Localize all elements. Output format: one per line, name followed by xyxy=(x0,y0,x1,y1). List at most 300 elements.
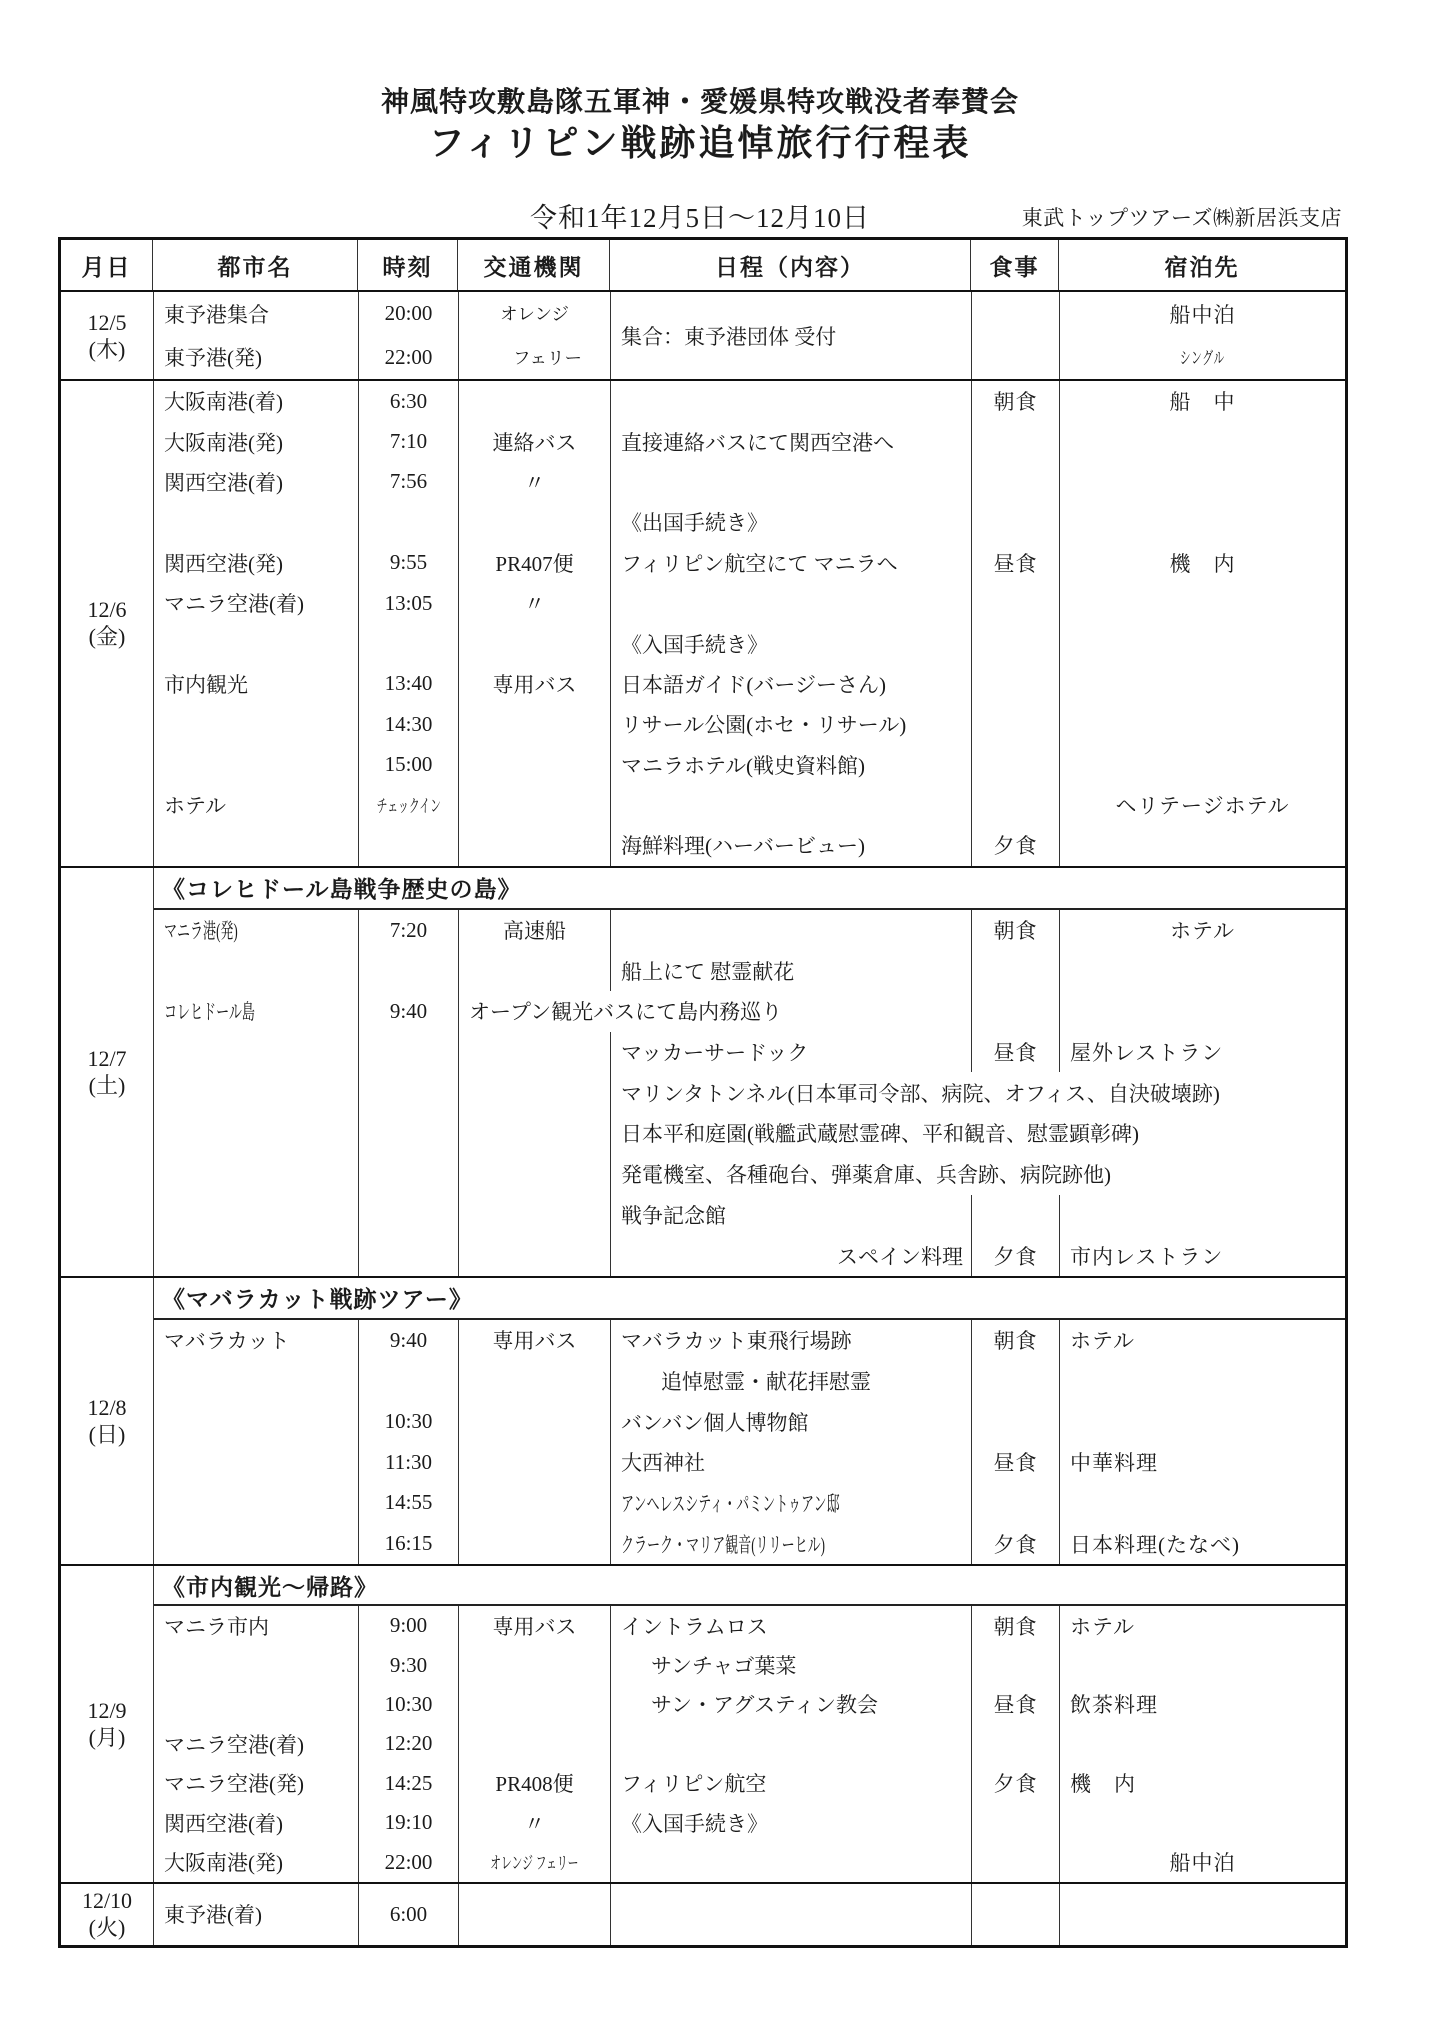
cell-content xyxy=(611,1235,972,1276)
date-label: 12/5 xyxy=(87,309,127,335)
cell-city xyxy=(154,1235,359,1276)
cell-time xyxy=(359,664,459,704)
travel-dates: 令和1年12月5日～12月10日 xyxy=(530,203,870,233)
cell-time xyxy=(359,1724,459,1763)
cell-city xyxy=(154,1401,359,1442)
cell-time xyxy=(359,583,459,623)
cell-content xyxy=(611,502,972,542)
cell-meal xyxy=(972,1523,1060,1564)
cell-text: 船 中 xyxy=(1169,390,1236,415)
cell-stay xyxy=(1060,381,1345,421)
cell-text: 9:55 xyxy=(389,550,428,575)
cell-content xyxy=(611,381,972,421)
cell-meal xyxy=(972,1195,1060,1236)
cell-city xyxy=(154,292,359,336)
cell-text: 船中泊 xyxy=(1169,1851,1236,1876)
column-header-city: 都市名 xyxy=(153,240,358,290)
cell-city xyxy=(154,704,359,744)
cell-time xyxy=(359,991,459,1032)
cell-transport xyxy=(459,1320,611,1361)
section-title: 《市内観光～帰路》 xyxy=(154,1566,1345,1606)
cell-text: 朝食 xyxy=(993,1329,1038,1354)
cell-transport xyxy=(459,462,611,502)
cell-city xyxy=(154,1523,359,1564)
cell-text: 関西空港(発) xyxy=(164,551,283,576)
cell-text: マニラ空港(発) xyxy=(164,1772,304,1797)
cell-text: 11:30 xyxy=(384,1449,433,1474)
day-block-12-6 xyxy=(61,379,1345,866)
cell-text: 20:00 xyxy=(384,301,433,326)
cell-text: 大西神社 xyxy=(621,1451,705,1476)
cell-content xyxy=(611,1442,972,1483)
cell-time xyxy=(359,1320,459,1361)
cell-text: 昼食 xyxy=(993,1451,1038,1476)
cell-text: 集合：東予港団体 受付 xyxy=(621,324,837,349)
day-lines xyxy=(154,910,1345,1276)
cell-text: 《入国手続き》 xyxy=(621,1811,768,1836)
cell-text: ホテル xyxy=(1070,1614,1135,1639)
cell-text: チェックイン xyxy=(376,795,441,816)
cell-transport xyxy=(459,543,611,583)
cell-text: ヘリテージホテル xyxy=(1115,794,1290,819)
cell-city xyxy=(154,1361,359,1402)
cell-stay xyxy=(1060,1645,1345,1684)
cell-content xyxy=(611,1154,1345,1195)
cell-meal xyxy=(972,1842,1060,1881)
cell-transport xyxy=(459,381,611,421)
date-label: 12/10 xyxy=(81,1888,133,1914)
cell-city xyxy=(154,1154,359,1195)
date-cell xyxy=(61,1884,154,1945)
cell-transport xyxy=(459,825,611,865)
cell-meal xyxy=(972,1764,1060,1803)
cell-transport xyxy=(459,664,611,704)
cell-city xyxy=(154,785,359,825)
cell-stay xyxy=(1060,1842,1345,1881)
cell-text: 飲茶料理 xyxy=(1070,1693,1158,1718)
cell-meal xyxy=(972,336,1060,380)
cell-transport xyxy=(459,1606,611,1645)
cell-time xyxy=(359,1645,459,1684)
cell-text: 日本料理(たなべ) xyxy=(1070,1532,1240,1557)
cell-transport xyxy=(459,502,611,542)
cell-text: シングル xyxy=(1179,347,1226,368)
cell-meal xyxy=(972,381,1060,421)
date-label: 12/6 xyxy=(87,597,127,623)
cell-text: マニラホテル(戦史資料館) xyxy=(621,753,865,778)
day-block-12-5 xyxy=(61,292,1345,379)
cell-text: 夕食 xyxy=(993,834,1038,859)
cell-time xyxy=(359,502,459,542)
cell-text: 東予港(発) xyxy=(164,346,262,371)
cell-transport xyxy=(459,1072,611,1113)
cell-city xyxy=(154,583,359,623)
cell-text: 直接連絡バスにて関西空港へ xyxy=(621,430,894,455)
cell-stay xyxy=(1060,462,1345,502)
cell-time xyxy=(359,1361,459,1402)
cell-text: マバラカット東飛行場跡 xyxy=(621,1329,852,1354)
cell-text: 14:30 xyxy=(384,711,433,736)
cell-meal xyxy=(972,1235,1060,1276)
cell-content xyxy=(611,785,972,825)
cell-text: 東予港集合 xyxy=(164,302,269,327)
cell-stay xyxy=(1060,825,1345,865)
cell-time xyxy=(359,1685,459,1724)
weekday-label: (火) xyxy=(88,1915,126,1941)
cell-stay xyxy=(1060,502,1345,542)
cell-text: 9:00 xyxy=(389,1613,428,1638)
cell-time xyxy=(359,336,459,380)
cell-time xyxy=(359,950,459,991)
cell-text: 日本平和庭園(戦艦武蔵慰霊碑、平和観音、慰霊顕彰碑) xyxy=(621,1122,1139,1147)
cell-stay xyxy=(1060,1361,1345,1402)
cell-meal xyxy=(972,623,1060,663)
cell-content xyxy=(611,1072,1345,1113)
cell-transport xyxy=(459,1645,611,1684)
cell-time xyxy=(359,1401,459,1442)
cell-city xyxy=(154,1764,359,1803)
cell-stay xyxy=(1060,1606,1345,1645)
cell-content xyxy=(611,1483,972,1524)
cell-text: 15:00 xyxy=(384,752,433,777)
cell-text: 関西空港(着) xyxy=(164,1811,283,1836)
cell-time xyxy=(359,745,459,785)
cell-meal xyxy=(972,1032,1060,1073)
cell-text: マニラ港(発) xyxy=(164,919,238,944)
cell-text: ホテル xyxy=(1170,919,1235,944)
cell-text: マリンタトンネル(日本軍司令部、病院、オフィス、自決破壊跡) xyxy=(621,1081,1220,1106)
cell-time xyxy=(359,1523,459,1564)
cell-time xyxy=(359,1483,459,1524)
cell-transport xyxy=(459,1685,611,1724)
cell-stay xyxy=(1060,1235,1345,1276)
cell-content xyxy=(611,1032,972,1073)
cell-time xyxy=(359,785,459,825)
cell-transport xyxy=(459,745,611,785)
cell-stay xyxy=(1060,336,1345,380)
day-body xyxy=(154,381,1345,866)
travel-agency: 東武トップツアーズ㈱新居浜支店 xyxy=(1021,206,1342,230)
cell-time xyxy=(359,1195,459,1236)
cell-text: 《出国手続き》 xyxy=(621,511,768,536)
weekday-label: (日) xyxy=(88,1421,126,1447)
cell-time xyxy=(359,704,459,744)
cell-content xyxy=(611,1884,972,1945)
cell-meal xyxy=(972,1442,1060,1483)
cell-text: 14:25 xyxy=(384,1770,433,1795)
day-lines xyxy=(154,1606,1345,1882)
cell-stay xyxy=(1060,1764,1345,1803)
cell-city xyxy=(154,336,359,380)
cell-time xyxy=(359,1032,459,1073)
cell-city xyxy=(154,1483,359,1524)
column-header-transport: 交通機関 xyxy=(458,240,610,290)
cell-city xyxy=(154,745,359,785)
weekday-label: (月) xyxy=(88,1724,126,1750)
cell-text: 夕食 xyxy=(993,1244,1038,1269)
cell-text: オレンジ フェリー xyxy=(490,1852,579,1873)
cell-text: 大阪南港(着) xyxy=(164,390,283,415)
cell-city xyxy=(154,1606,359,1645)
cell-transport xyxy=(459,1032,611,1073)
cell-meal xyxy=(972,292,1060,336)
cell-meal xyxy=(972,991,1060,1032)
cell-stay xyxy=(1060,1884,1345,1945)
cell-meal xyxy=(972,1606,1060,1645)
cell-stay xyxy=(1060,1483,1345,1524)
column-header-content: 日程（内容） xyxy=(610,240,971,290)
cell-city xyxy=(154,623,359,663)
cell-city xyxy=(154,381,359,421)
cell-stay xyxy=(1060,1032,1345,1073)
cell-content xyxy=(459,991,972,1032)
cell-text: 〃 xyxy=(524,1811,545,1836)
cell-meal xyxy=(972,1483,1060,1524)
itinerary-table xyxy=(58,237,1348,1948)
day-block-12-9 xyxy=(61,1564,1345,1882)
cell-transport xyxy=(459,1803,611,1842)
cell-city xyxy=(154,1842,359,1881)
cell-time xyxy=(359,543,459,583)
column-header-stay: 宿泊先 xyxy=(1164,254,1240,280)
weekday-label: (土) xyxy=(88,1072,126,1098)
day-body xyxy=(154,292,1345,379)
cell-time xyxy=(359,1803,459,1842)
cell-transport xyxy=(459,1483,611,1524)
cell-stay xyxy=(1060,910,1345,951)
cell-meal xyxy=(972,421,1060,461)
cell-text: ホテル xyxy=(1070,1329,1135,1354)
cell-text: スペイン料理 xyxy=(837,1244,963,1269)
cell-text: PR407便 xyxy=(495,551,574,576)
cell-text: フィリピン航空にて マニラへ xyxy=(621,551,898,576)
cell-city xyxy=(154,1724,359,1763)
cell-meal xyxy=(972,1724,1060,1763)
cell-text: 市内レストラン xyxy=(1070,1244,1224,1269)
cell-text: イントラムロス xyxy=(621,1614,768,1639)
cell-text: フェリー xyxy=(512,347,583,368)
cell-city xyxy=(154,1072,359,1113)
cell-stay xyxy=(1060,991,1345,1032)
cell-city xyxy=(154,462,359,502)
cell-text: 船上にて 慰霊献花 xyxy=(621,959,795,984)
cell-city xyxy=(154,1113,359,1154)
cell-city xyxy=(154,1685,359,1724)
cell-text: 専用バス xyxy=(492,1614,577,1639)
cell-text: サン・アグスティン教会 xyxy=(651,1693,879,1718)
table-body xyxy=(61,292,1345,1945)
cell-transport xyxy=(459,292,611,336)
day-body xyxy=(154,1278,1345,1564)
cell-stay xyxy=(1060,1803,1345,1842)
cell-text: 昼食 xyxy=(993,1693,1038,1718)
date-label: 12/7 xyxy=(87,1045,127,1071)
cell-text: マッカーサードック xyxy=(621,1041,809,1066)
cell-stay xyxy=(1060,1401,1345,1442)
section-title: 《マバラカット戦跡ツアー》 xyxy=(154,1278,1345,1320)
cell-city xyxy=(154,1320,359,1361)
cell-transport xyxy=(459,1442,611,1483)
cell-content xyxy=(611,704,972,744)
cell-time xyxy=(359,292,459,336)
cell-transport xyxy=(459,1195,611,1236)
cell-city xyxy=(154,825,359,865)
cell-city xyxy=(154,1442,359,1483)
cell-stay xyxy=(1060,1523,1345,1564)
cell-content xyxy=(611,950,972,991)
cell-meal xyxy=(972,462,1060,502)
day-block-12-10 xyxy=(61,1882,1345,1945)
day-lines xyxy=(154,1320,1345,1564)
cell-content xyxy=(611,1113,1345,1154)
cell-stay xyxy=(1060,1320,1345,1361)
cell-text: 7:10 xyxy=(389,429,428,454)
cell-content xyxy=(611,1320,972,1361)
cell-time xyxy=(359,623,459,663)
column-header-time: 時刻 xyxy=(358,240,458,290)
cell-transport xyxy=(459,1884,611,1945)
cell-text: マバラカット xyxy=(164,1329,290,1354)
cell-content xyxy=(611,910,972,951)
cell-transport xyxy=(459,1154,611,1195)
column-header-date: 月日 xyxy=(61,240,153,290)
cell-transport xyxy=(459,704,611,744)
cell-text: 機 内 xyxy=(1169,551,1236,576)
cell-text: バンバン個人博物館 xyxy=(621,1410,809,1435)
cell-text: 大阪南港(発) xyxy=(164,430,283,455)
cell-text: 昼食 xyxy=(993,1041,1038,1066)
cell-meal xyxy=(972,543,1060,583)
column-header-meal: 食事 xyxy=(971,240,1059,290)
day-body xyxy=(154,1566,1345,1882)
cell-text: 《入国手続き》 xyxy=(621,632,768,657)
cell-text: 16:15 xyxy=(384,1531,433,1556)
cell-meal xyxy=(972,785,1060,825)
cell-text: 大阪南港(発) xyxy=(164,1851,283,1876)
cell-text: オレンジ xyxy=(499,304,570,325)
cell-city xyxy=(154,664,359,704)
cell-transport xyxy=(459,1724,611,1763)
cell-text: 朝食 xyxy=(993,390,1038,415)
cell-stay xyxy=(1060,785,1345,825)
cell-text: 連絡バス xyxy=(492,430,577,455)
cell-meal xyxy=(972,1361,1060,1402)
cell-stay xyxy=(1060,1685,1345,1724)
cell-content xyxy=(611,1401,972,1442)
cell-text: ホテル xyxy=(164,794,226,819)
cell-city xyxy=(154,1645,359,1684)
cell-stay xyxy=(1060,704,1345,744)
cell-content xyxy=(611,1361,972,1402)
cell-time xyxy=(359,1606,459,1645)
cell-text: 22:00 xyxy=(384,1849,433,1874)
cell-meal xyxy=(972,1685,1060,1724)
cell-text: リサール公園(ホセ・リサール) xyxy=(621,713,907,738)
cell-text: 市内観光 xyxy=(164,672,248,697)
cell-text: 船中泊 xyxy=(1169,302,1236,327)
cell-content xyxy=(611,745,972,785)
cell-text: 22:00 xyxy=(384,344,433,369)
cell-text: 10:30 xyxy=(384,1409,433,1434)
cell-text: 戦争記念館 xyxy=(621,1203,726,1228)
cell-time xyxy=(359,1842,459,1881)
cell-text: 9:40 xyxy=(389,998,428,1023)
date-cell xyxy=(61,381,154,866)
cell-text: 9:40 xyxy=(389,1327,428,1352)
cell-transport xyxy=(459,950,611,991)
cell-city xyxy=(154,950,359,991)
cell-transport xyxy=(459,1523,611,1564)
cell-time xyxy=(359,825,459,865)
cell-text: 日本語ガイド(バージーさん) xyxy=(621,672,886,697)
cell-time xyxy=(359,1072,459,1113)
cell-text: 14:55 xyxy=(384,1490,433,1515)
cell-city xyxy=(154,502,359,542)
cell-text: 13:05 xyxy=(384,590,433,615)
weekday-label: (金) xyxy=(88,624,126,650)
page-title: フィリピン戦跡追悼旅行行程表 xyxy=(428,123,972,163)
cell-city xyxy=(154,1803,359,1842)
cell-content xyxy=(611,664,972,704)
cell-text: コレヒドール島 xyxy=(164,1000,255,1025)
cell-text: 夕食 xyxy=(993,1772,1038,1797)
day-block-12-8 xyxy=(61,1276,1345,1564)
cell-text: 19:10 xyxy=(384,1810,433,1835)
cell-time xyxy=(359,1442,459,1483)
cell-meal xyxy=(972,950,1060,991)
cell-text: クラーク・マリア観音(リリーヒル) xyxy=(621,1532,825,1557)
cell-stay xyxy=(1060,1442,1345,1483)
cell-stay xyxy=(1060,950,1345,991)
cell-content xyxy=(611,1803,972,1842)
cell-stay xyxy=(1060,292,1345,336)
cell-content xyxy=(611,1685,972,1724)
cell-city xyxy=(154,421,359,461)
cell-content xyxy=(611,543,972,583)
day-body xyxy=(154,1884,1345,1945)
cell-text: 朝食 xyxy=(993,919,1038,944)
cell-text: 朝食 xyxy=(993,1614,1038,1639)
cell-content xyxy=(611,1195,972,1236)
cell-city xyxy=(154,1032,359,1073)
cell-stay xyxy=(1060,583,1345,623)
day-lines xyxy=(154,292,1345,379)
cell-content xyxy=(611,1645,972,1684)
date-label: 12/9 xyxy=(87,1697,127,1723)
cell-text: マニラ空港(着) xyxy=(164,1732,304,1757)
cell-content xyxy=(611,1764,972,1803)
cell-time xyxy=(359,1764,459,1803)
cell-time xyxy=(359,421,459,461)
cell-stay xyxy=(1060,623,1345,663)
cell-content xyxy=(611,825,972,865)
cell-text: 専用バス xyxy=(492,672,577,697)
cell-text: PR408便 xyxy=(495,1772,574,1797)
cell-text: 高速船 xyxy=(503,919,566,944)
cell-time xyxy=(359,1113,459,1154)
cell-content xyxy=(611,462,972,502)
cell-time xyxy=(359,1235,459,1276)
cell-transport xyxy=(459,623,611,663)
cell-stay xyxy=(1060,1724,1345,1763)
cell-city xyxy=(154,543,359,583)
cell-text: マニラ市内 xyxy=(164,1614,269,1639)
cell-meal xyxy=(972,1320,1060,1361)
cell-transport xyxy=(459,583,611,623)
cell-text: 13:40 xyxy=(384,671,433,696)
cell-stay xyxy=(1060,1195,1345,1236)
day-lines xyxy=(154,1884,1345,1945)
